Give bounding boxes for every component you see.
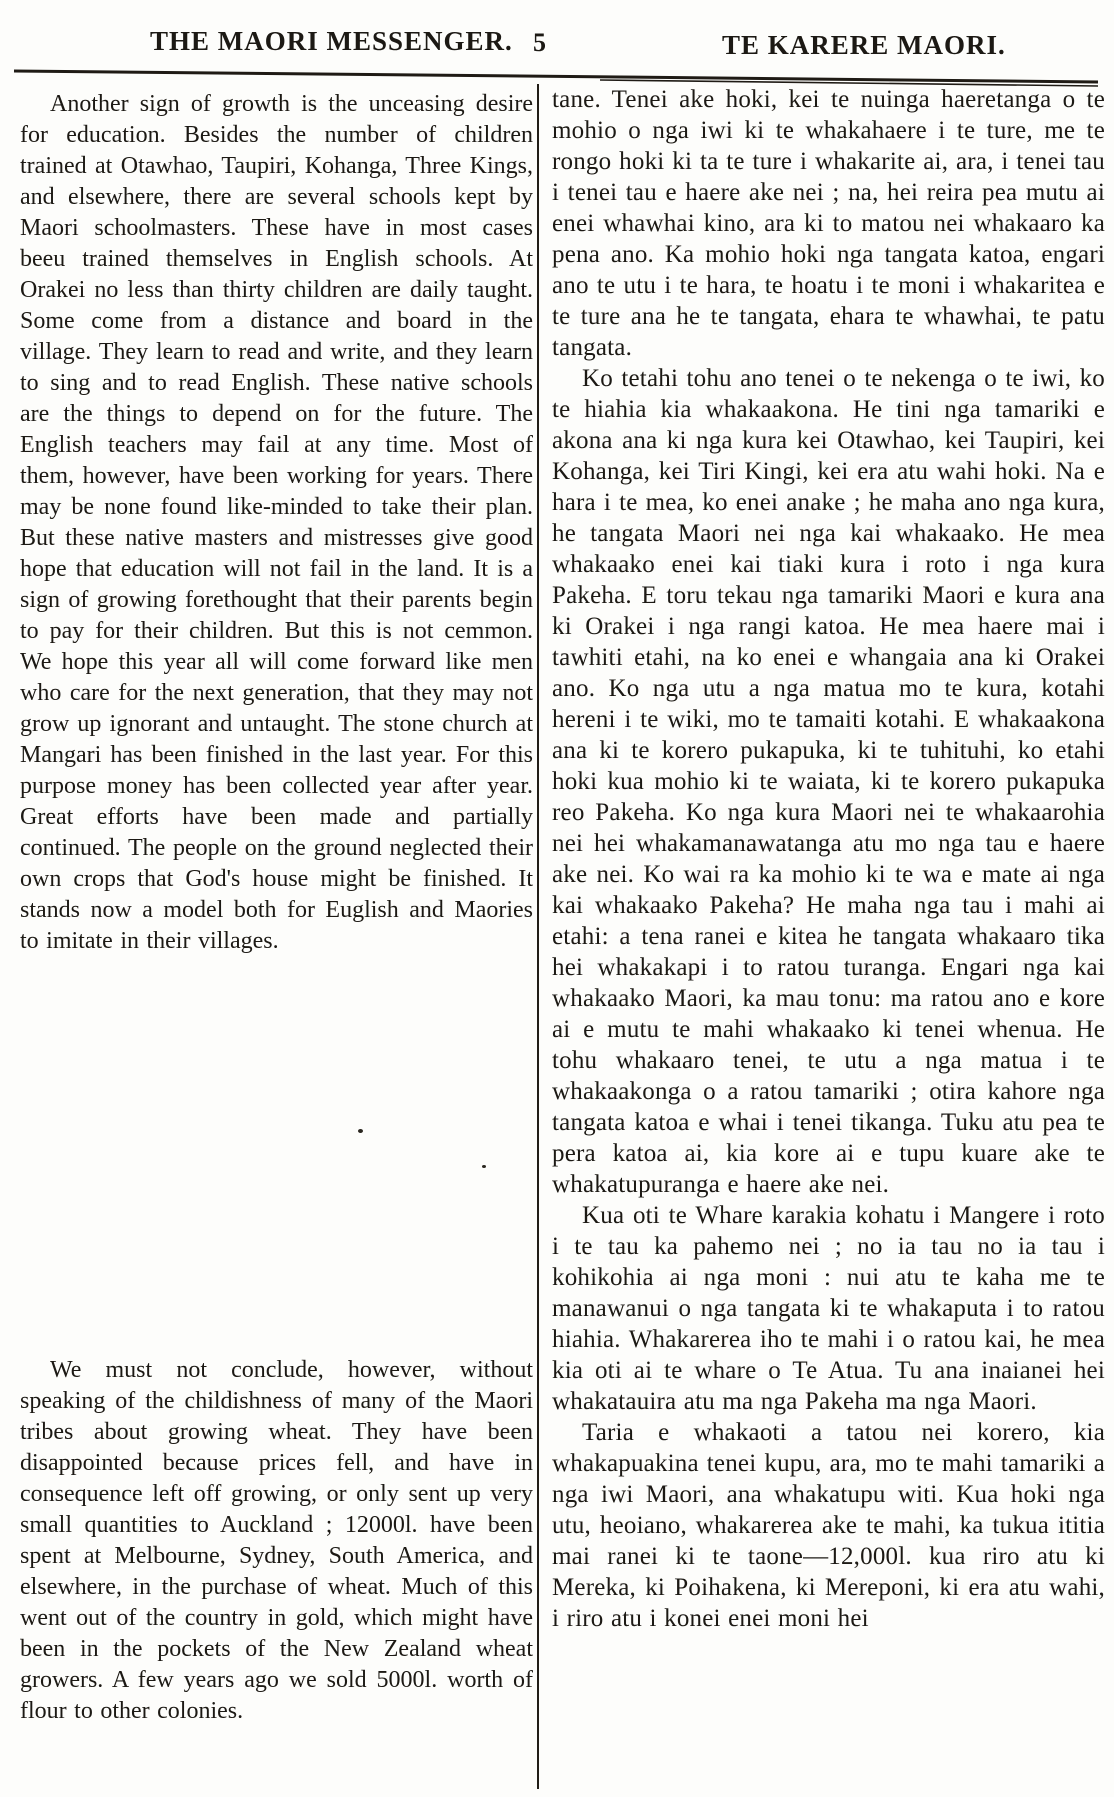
english-column: [20, 84, 533, 1727]
maori-paragraph-schools: Ko tetahi tohu ano tenei o te nekenga o te iwi, ko te hiahia kia whakaakona. He tini nga tamariki e akona ana ki nga kura kei Otawhao, kei Taupiri, kei Kohanga, kei Tiri Kingi, kei era atu wahi hoki. Na e hara i te mea, ko enei anake ; he maha ano nga kura, he tangata Maori nei nga kai whakaako. He mea whakaako enei kai tiaki kura i roto i nga kura Pakeha. E toru tekau nga tamariki Maori e kura ana ki Orakei i nga rangi katoa. He mea haere mai i tawhiti etahi, na ko enei e whangaia ana ki Orakei ano. Ko nga utu a nga matua mo te kura, kotahi hereni i te wiki, mo te tamaiti kotahi. E whakaakona ana ki te korero pukapuka, ki te tuhituhi, ko etahi hoki kua mohio ki te waiata, ki te korero pukapuka reo Pakeha. Ko nga kura Maori nei te whakaarohia nei hei whakamanawatanga atu mo nga tau e haere ake nei. Ko wai ra ka mohio ki te wa e mate ai nga kai whakaako Pakeha? He maha nga tau i mahi ai etahi: a tena ranei e kitea he tangata whakaaro tika hei whakakapi i to ratou turanga. Engari nga kai whakaako Maori, ka mau tonu: ma ratou ano e kore ai e mutu te mahi whakaako ki tenei whenua. He tohu whakaaro tenei, te utu a nga matua i te whakaakonga o a ratou tamariki ; otira kahore nga tangata katoa e whai i tenei tikanga. Tuku atu pea te pera katoa ai, kia kore ai e tupu kuare ake te whakatupuranga e haere ake nei.: [552, 365, 1105, 1198]
masthead-title-maori: TE KARERE MAORI.: [722, 30, 1006, 60]
masthead: [0, 0, 1114, 84]
maori-paragraph-continuation: tane. Tenei ake hoki, kei te nuinga haeretanga o te mohio o nga iwi ki te whakahaere i te ture, me te rongo hoki ki ta te ture i whakarite ai, ara, i tenei tau i tenei tau e haere ake nei ; na, hei reira pea mutu ai enei whawhai kino, ara ki to matou nei whakaaro ka pena ano. Ka mohio hoki nga tangata katoa, engari ano te utu i te hara, te hoatu i te moni i whakaritea e te ture ana he te tangata, ehara te whawhai, te patu tangata.: [552, 86, 1105, 361]
ink-speck: [482, 1165, 486, 1168]
maori-paragraph-church: Kua oti te Whare karakia kohatu i Mangere i roto i te tau ka pahemo nei ; no ia tau no ia tau i kohikohia ai nga moni : nui atu te kaha me te manawanui o nga tangata ki te whakaputa i to ratou hiahia. Whakarerea iho te mahi i o ratou kai, he mea kia oti ai te whare o Te Atua. Tu ana inaianei hei whakatauira atu ma nga Pakeha ma nga Maori.: [552, 1202, 1105, 1415]
masthead-title-english: THE MAORI MESSENGER.: [150, 26, 513, 56]
text-columns: [0, 84, 1114, 1797]
maori-column: [552, 84, 1105, 1634]
ink-speck: [358, 1129, 363, 1133]
english-paragraph-education: Another sign of growth is the unceasing desire for education. Besides the number of children trained at Otawhao, Taupiri, Kohanga, Three Kings, and elsewhere, there are several schools kept by Maori schoolmasters. These have in most cases beeu trained themselves in English schools. At Orakei no less than thirty children are daily taught. Some come from a distance and board in the village. They learn to read and write, and they learn to sing and to read English. These native schools are the things to depend on for the future. The English teachers may fail at any time. Most of them, however, have been working for years. There may be none found like-minded to take their plan. But these native masters and mistresses give good hope that education will not fail in the land. It is a sign of growing forethought that their parents begin to pay for their children. But this is not cemmon. We hope this year all will come forward like men who care for the next generation, that they may not grow up ignorant and untaught. The stone church at Mangari has been finished in the last year. For this purpose money has been collected year after year. Great efforts have been made and partially continued. The people on the ground neglected their own crops that God's house might be finished. It stands now a model both for Euglish and Maories to imitate in their villages.: [20, 91, 533, 954]
english-paragraph-wheat: We must not conclude, however, without speaking of the childishness of many of the Maori tribes about growing wheat. They have been disappointed because prices fell, and have in consequence left off growing, or only sent up very small quantities to Auckland ; 12000l. have been spent at Melbourne, Sydney, South America, and elsewhere, in the purchase of wheat. Much of this went out of the country in gold, which might have been in the pockets of the New Zealand wheat growers. A few years ago we sold 5000l. worth of flour to other colonies.: [20, 1357, 533, 1724]
maori-paragraph-wheat: Taria e whakaoti a tatou nei korero, kia whakapuakina tenei kupu, ara, mo te mahi tamariki a nga iwi Maori, ana whakatupu witi. Kua hoki nga utu, heoiano, whakarerea ake te mahi, ka tukua ititia mai ranei ki te taone—12,000l. kua riro atu ki Mereka, ki Poihakena, ki Mereponi, ki era atu wahi, i riro atu i konei enei moni hei: [552, 1419, 1105, 1632]
page-number: 5: [533, 28, 546, 57]
column-whitespace-gap: [20, 957, 533, 1355]
